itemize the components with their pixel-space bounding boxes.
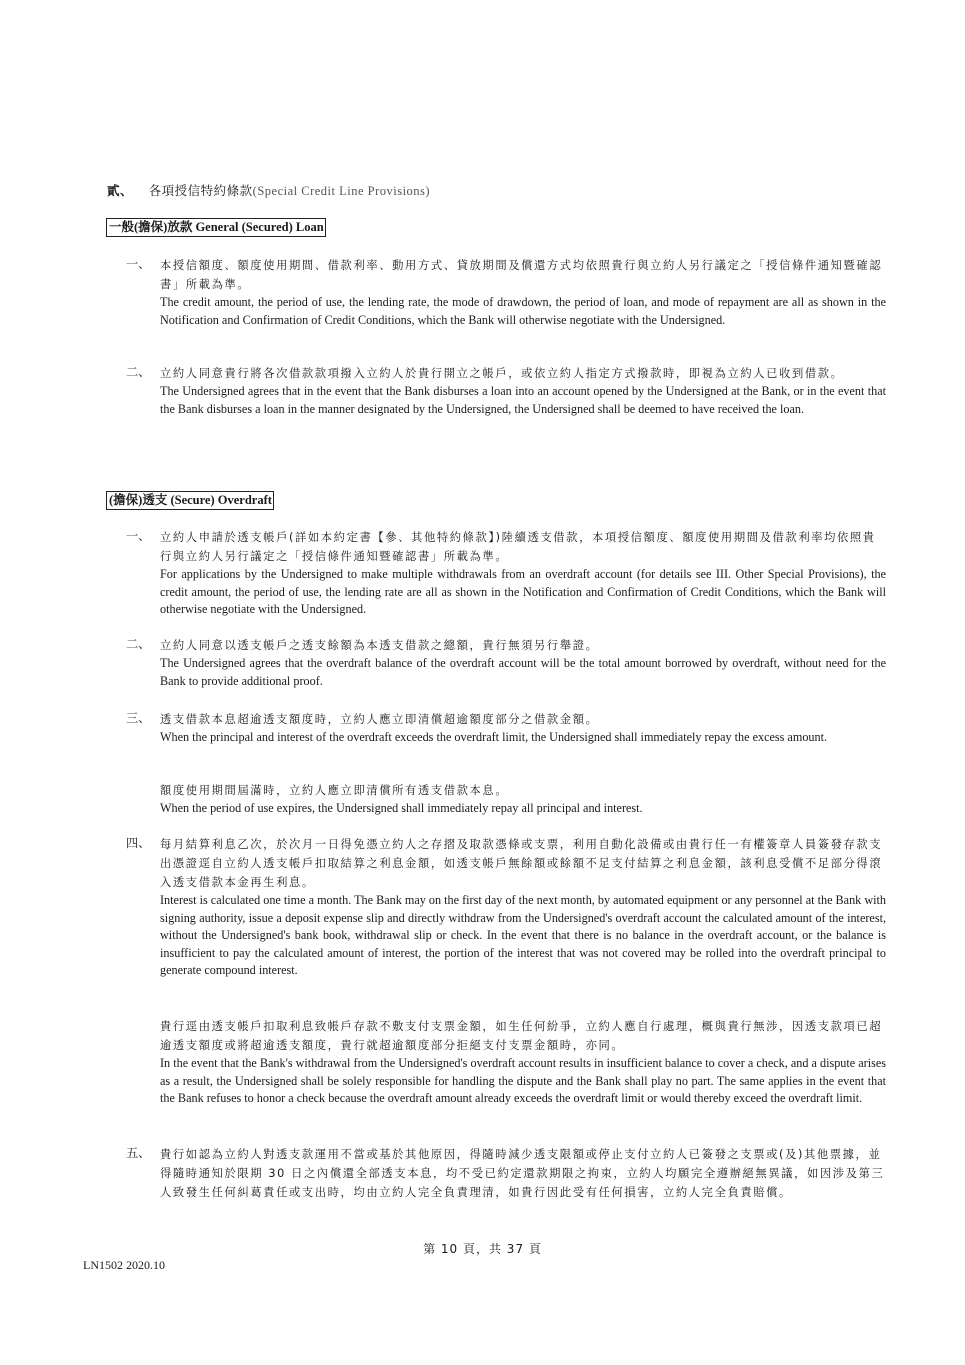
clause-mark: 一、 [126, 529, 151, 543]
clause-item [126, 528, 886, 619]
section-title-general-loan: 一般(擔保)放款 General (Secured) Loan [106, 218, 326, 237]
clause-item [126, 364, 886, 418]
part-number: 貳、 [107, 184, 134, 198]
form-code: LN1502 2020.10 [83, 1258, 165, 1272]
clause-mark: 二、 [126, 637, 151, 651]
clause-text-en: The Undersigned agrees that in the event that the Bank disburses a loan into an account opened by the Undersigned at the Bank, or in the event that the Bank disburses a loan in the manner designated by the Undersigned, the Undersigned shall be deemed to have received the loan. [160, 384, 886, 416]
clause-paragraph [160, 1017, 886, 1108]
clause-item [126, 636, 886, 690]
page-number: 第 10 頁，共 37 頁 [423, 1242, 542, 1256]
clause-text-en: The credit amount, the period of use, the lending rate, the mode of drawdown, the period of loan, and mode of repayment are all as shown in the Notification and Confirmation of Credit Conditions, which the Bank will otherwise negotiate with the Undersigned. [160, 295, 886, 327]
clause-mark: 五、 [126, 1146, 151, 1160]
part-title-en: (Special Credit Line Provisions) [252, 184, 431, 198]
clause-text-zh: 貴行逕由透支帳戶扣取利息致帳戶存款不敷支付支票金額，如生任何紛爭，立約人應自行處理，概與貴行無涉，因透支款項已超逾透支額度或將超逾透支額度，貴行就超逾額度部分拒絕支付支票金額時，亦同。 [160, 1020, 883, 1052]
clause-text-zh: 貴行如認為立約人對透支款運用不當或基於其他原因，得隨時減少透支限額或停止支付立約人已簽發之支票或(及)其他票據，並得隨時通知於限期 30 日之內償還全部透支本息，均不受已約定還款期限之拘束，立約人均願完全遵辦絕無異議，如因涉及第三人致發生任何糾葛責任或支出時，均由立約人完全負責理清，如貴行因此受有任何損害，立約人完全負責賠償。 [160, 1148, 885, 1199]
clause-paragraph [160, 781, 886, 818]
clause-text-zh: 本授信額度、額度使用期間、借款利率、動用方式、貸放期間及償還方式均依照貴行與立約人另行議定之「授信條件通知暨確認書」所載為準。 [160, 259, 883, 291]
clause-text-en: When the period of use expires, the Undersigned shall immediately repay all principal and interest. [160, 801, 643, 815]
clause-mark: 三、 [126, 711, 151, 725]
clause-item [126, 710, 886, 747]
clause-text-en: The Undersigned agrees that the overdraft balance of the overdraft account will be the total amount borrowed by overdraft, without need for the Bank to provide additional proof. [160, 656, 886, 688]
clause-mark: 一、 [126, 257, 151, 271]
clause-text-en: For applications by the Undersigned to make multiple withdrawals from an overdraft account (for details see III. Other Special Provisions), the credit amount, the period of use, the lending rate are all as shown in the Notification and Confirmation of Credit Conditions, which the Bank will otherwise negotiate with the Undersigned. [160, 567, 886, 617]
clause-item [126, 256, 886, 329]
clause-text-zh: 每月結算利息乙次，於次月一日得免憑立約人之存摺及取款憑條或支票，利用自動化設備或由貴行任一有權簽章人員簽發存款支出憑證逕自立約人透支帳戶扣取結算之利息金額，如透支帳戶無餘額或餘額不足支付結算之利息金額，該利息受償不足部分得滾入透支借款本金再生利息。 [160, 838, 883, 889]
clause-text-zh: 立約人同意貴行將各次借款款項撥入立約人於貴行開立之帳戶，或依立約人指定方式撥款時，即視為立約人已收到借款。 [160, 367, 844, 380]
clause-text-zh: 立約人同意以透支帳戶之透支餘額為本透支借款之總額，貴行無須另行舉證。 [160, 639, 599, 652]
clause-text-en: In the event that the Bank's withdrawal from the Undersigned's overdraft account results in insufficient balance to cover a check, and a dispute arises as a result, the Undersigned shall be solely responsible for handling the dispute and the Bank shall play no part. The same applies in the event that the Bank refuses to honor a check because the overdraft amount already exceeds the overdraft limit or would thereby exceed the overdraft limit. [160, 1056, 886, 1106]
clause-text-zh: 透支借款本息超逾透支額度時，立約人應立即清償超逾額度部分之借款金額。 [160, 713, 599, 726]
clause-mark: 二、 [126, 365, 151, 379]
clause-text-zh: 立約人申請於透支帳戶(詳如本約定書【參、其他特約條款】)陸續透支借款，本項授信額度、額度使用期間及借款利率均依照貴行與立約人另行議定之「授信條件通知暨確認書」所載為準。 [160, 531, 876, 563]
clause-text-zh: 額度使用期間屆滿時，立約人應立即清償所有透支借款本息。 [160, 784, 509, 797]
clause-text-en: When the principal and interest of the overdraft exceeds the overdraft limit, the Undersigned shall immediately repay the excess amount. [160, 730, 828, 744]
part-title-zh: 各項授信特約條款 [148, 184, 253, 198]
clause-item [126, 1145, 886, 1202]
section-title-overdraft: (擔保)透支 (Secure) Overdraft [106, 491, 274, 510]
clause-text-en: Interest is calculated one time a month. The Bank may on the first day of the next month, by automated equipment or any personnel at the Bank with signing authority, issue a deposit expense slip and directly withdraw from the Undersigned's overdraft account the calculated amount of the interest, without the Undersigned's bank book, withdrawal slip or check. In the event that there is no balance in the overdraft account, or the balance is insufficient to pay the calculated amount of interest, the portion of the interest that was not covered may be rolled into the overdraft principal to generate compound interest. [160, 893, 886, 978]
part-heading [107, 181, 430, 199]
clause-item [126, 835, 886, 980]
clause-mark: 四、 [126, 836, 151, 850]
